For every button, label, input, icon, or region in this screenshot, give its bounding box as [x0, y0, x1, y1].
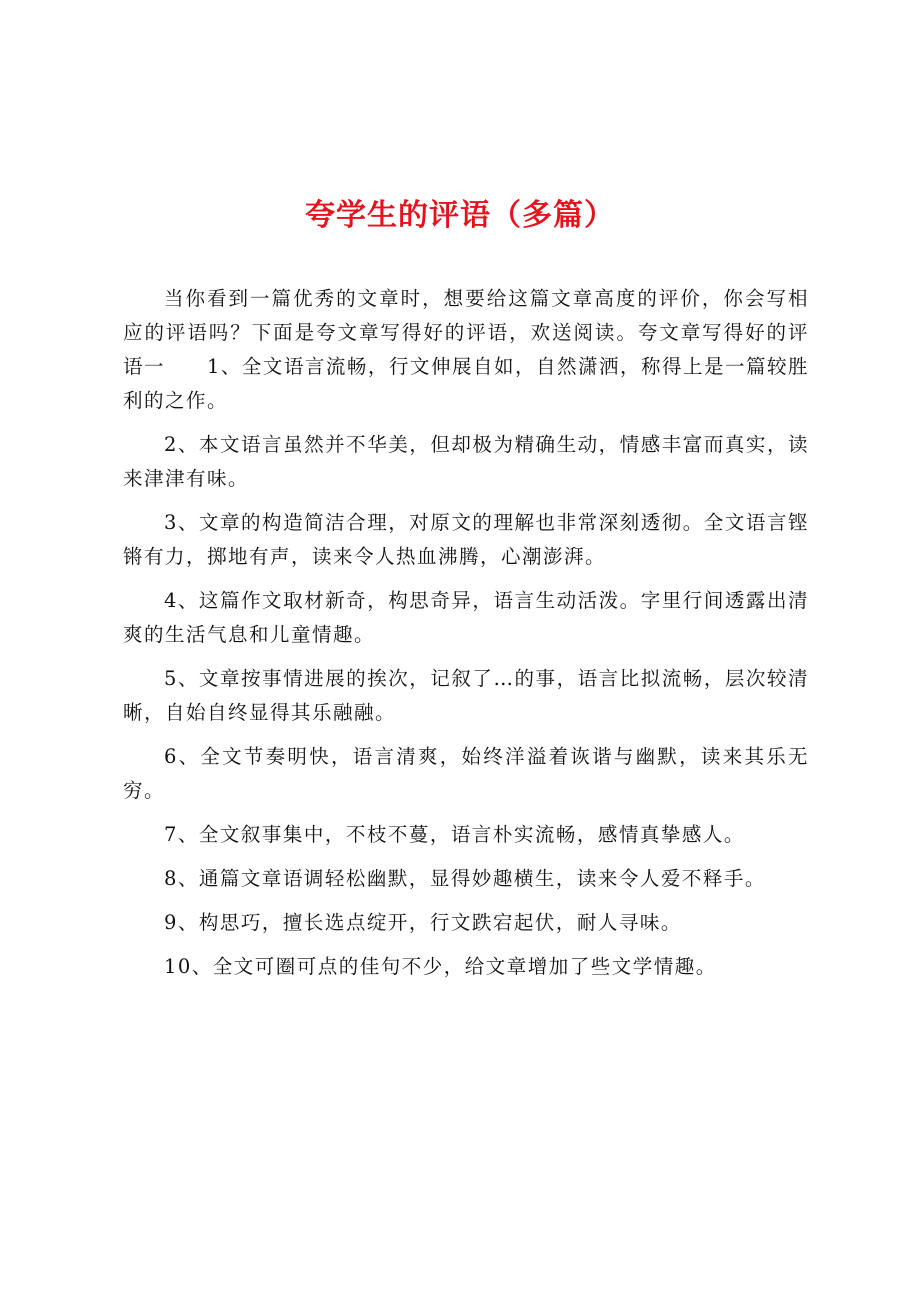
paragraph-10: 10、全文可圈可点的佳句不少，给文章增加了些文学情趣。 — [163, 955, 717, 978]
paragraph-8: 8、通篇文章语调轻松幽默，显得妙趣横生，读来令人爱不释手。 — [163, 867, 766, 890]
paragraph-4: 4、这篇作文取材新奇，构思奇异，语言生动活泼。字里行间透露出清爽的生活气息和儿童情趣。 — [123, 589, 809, 646]
paragraph-2: 2、本文语言虽然并不华美，但却极为精确生动，情感丰富而真实，读来津津有味。 — [123, 433, 809, 490]
page-title: 夸学生的评语（多篇） — [305, 198, 615, 233]
paragraph-5: 5、文章按事情进展的挨次，记叙了…的事，语言比拟流畅，层次较清晰，自始自终显得其乐融融。 — [123, 667, 809, 724]
paragraph-3: 3、文章的构造简洁合理，对原文的理解也非常深刻透彻。全文语言铿锵有力，掷地有声，读来令人热血沸腾，心潮澎湃。 — [123, 511, 809, 568]
paragraph-7: 7、全文叙事集中，不枝不蔓，语言朴实流畅，感情真挚感人。 — [163, 823, 745, 846]
paragraph-intro: 当你看到一篇优秀的文章时，想要给这篇文章高度的评价，你会写相应的评语吗？下面是夸文章写得好的评语，欢送阅读。夸文章写得好的评语一 1、全文语言流畅，行文伸展自如，自然潇洒，称得上是一篇较胜利的之作。 — [123, 287, 809, 412]
paragraph-9: 9、构思巧，擅长选点绽开，行文跌宕起伏，耐人寻味。 — [163, 911, 682, 934]
paragraph-6: 6、全文节奏明快，语言清爽，始终洋溢着诙谐与幽默，读来其乐无穷。 — [123, 745, 809, 802]
document-body — [123, 282, 809, 994]
